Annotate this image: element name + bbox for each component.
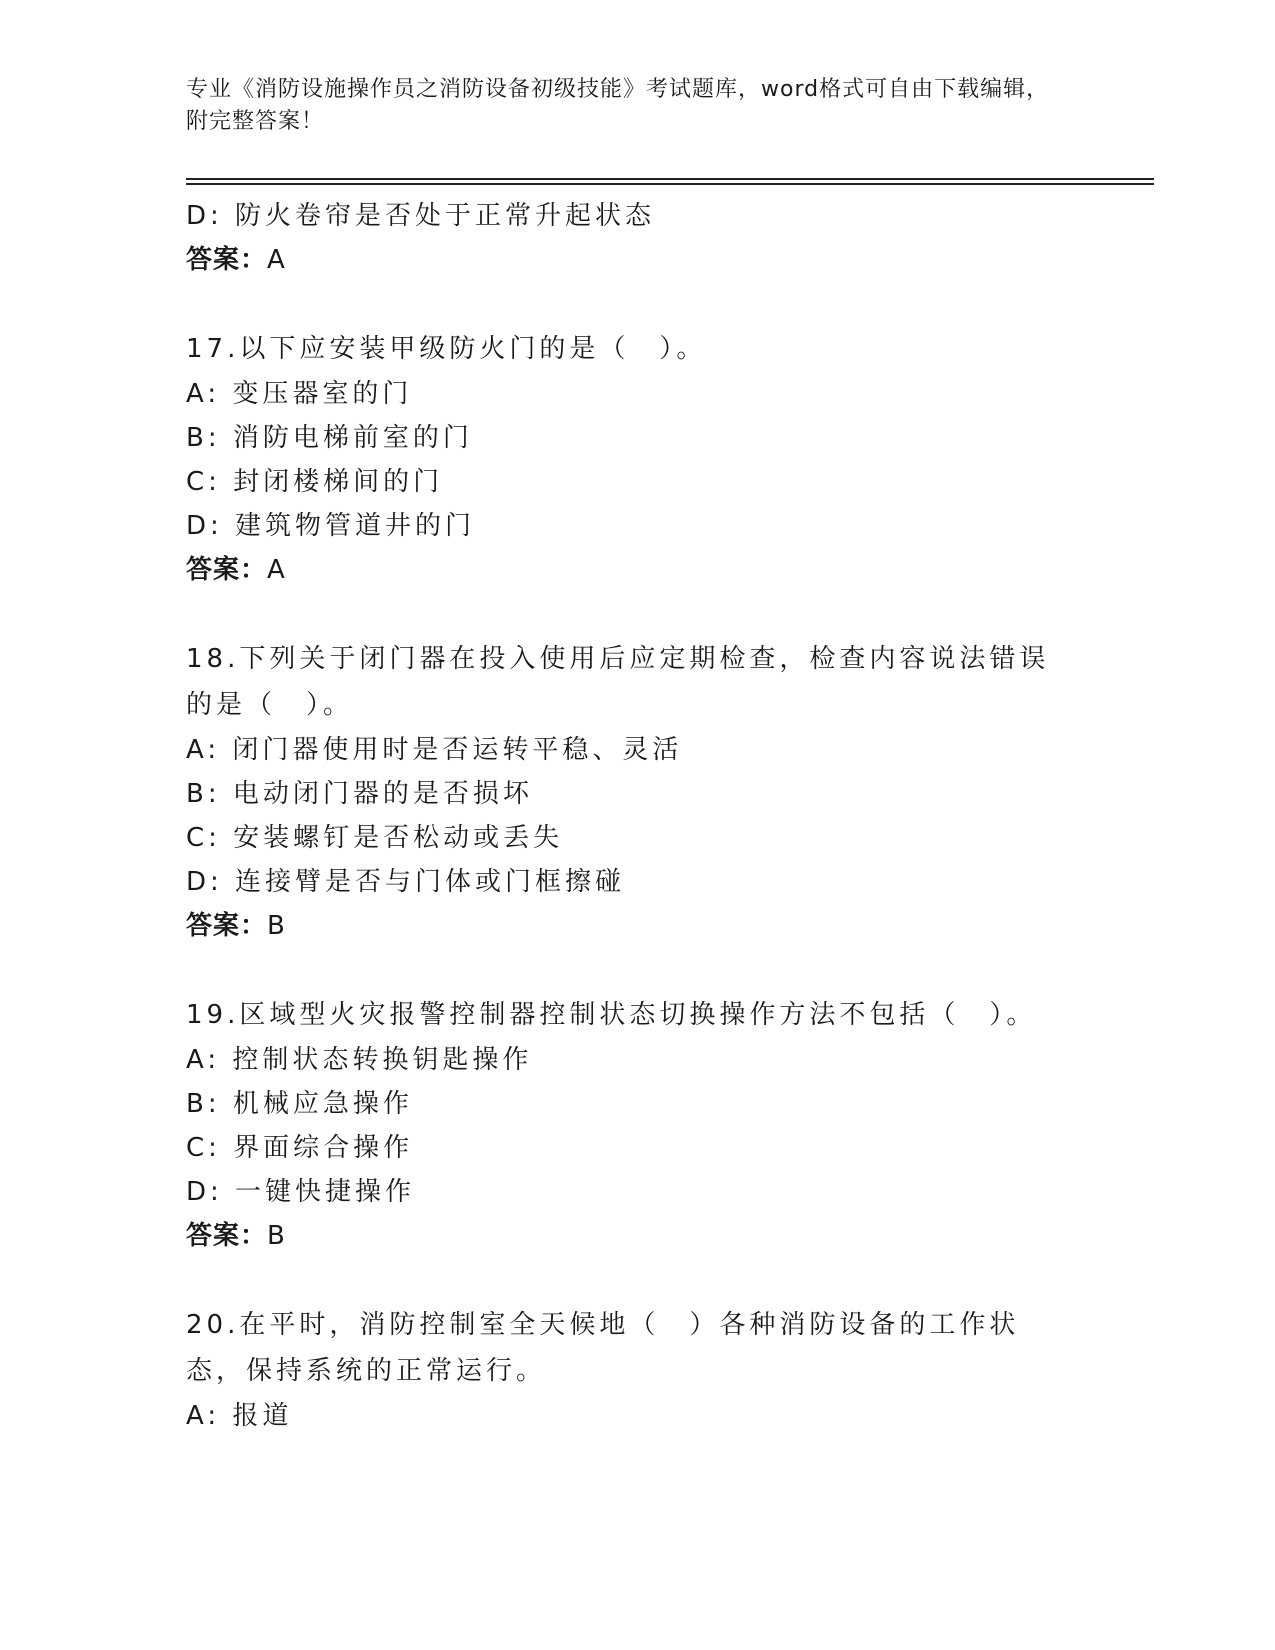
answer-label: 答案： [186, 245, 268, 275]
option-d: D: 防火卷帘是否处于正常升起状态 [186, 201, 656, 231]
option-a: A: 控制状态转换钥匙操作 [186, 1045, 533, 1075]
answer-value: B [267, 1221, 286, 1251]
option-b: B: 电动闭门器的是否损坏 [186, 779, 533, 809]
option-c: C: 安装螺钉是否松动或丢失 [186, 823, 564, 853]
document-header: 专业《消防设施操作员之消防设备初级技能》考试题库，word格式可自由下载编辑，附完整答案！ [186, 77, 1050, 134]
header-divider-double [186, 183, 1154, 185]
option-a: A: 变压器室的门 [186, 379, 413, 409]
question-item [186, 636, 1086, 948]
question-stem: 20.在平时，消防控制室全天候地（ ）各种消防设备的工作状态，保持系统的正常运行。 [186, 1310, 1020, 1386]
question-item [186, 992, 1086, 1258]
answer-value: A [267, 555, 286, 585]
answer-label: 答案： [186, 1221, 268, 1251]
answer-line [186, 904, 1086, 948]
option-d: D: 一键快捷操作 [186, 1177, 416, 1207]
header-divider [186, 178, 1154, 180]
option-d: D: 连接臂是否与门体或门框擦碰 [186, 867, 626, 897]
answer-value: A [267, 245, 286, 275]
question-stem: 18.下列关于闭门器在投入使用后应定期检查，检查内容说法错误的是（ ）。 [186, 644, 1050, 720]
option-b: B: 消防电梯前室的门 [186, 423, 473, 453]
question-item [186, 1302, 1086, 1438]
question-stem: 17.以下应安装甲级防火门的是（ ）。 [186, 334, 707, 364]
option-a: A: 报道 [186, 1401, 293, 1431]
answer-value: B [267, 911, 286, 941]
question-stem: 19.区域型火灾报警控制器控制状态切换操作方法不包括（ ）。 [186, 1000, 1037, 1030]
option-a: A: 闭门器使用时是否运转平稳、灵活 [186, 735, 683, 765]
answer-line [186, 548, 1086, 592]
question-item [186, 326, 1086, 592]
question-list [186, 194, 1086, 1438]
answer-label: 答案： [186, 911, 268, 941]
option-b: B: 机械应急操作 [186, 1089, 413, 1119]
answer-line [186, 1214, 1086, 1258]
option-c: C: 界面综合操作 [186, 1133, 414, 1163]
answer-line [186, 238, 1086, 282]
option-c: C: 封闭楼梯间的门 [186, 467, 444, 497]
option-d: D: 建筑物管道井的门 [186, 511, 476, 541]
answer-label: 答案： [186, 555, 268, 585]
